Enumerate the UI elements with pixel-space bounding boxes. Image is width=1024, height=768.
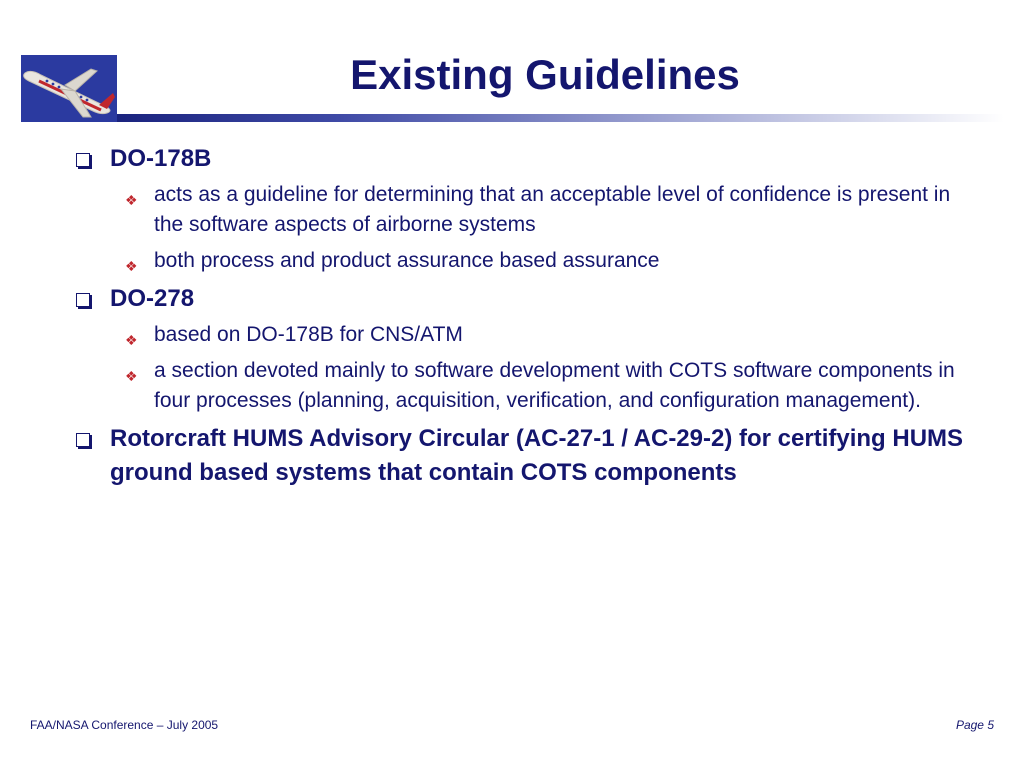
diamond-bullet-icon: ❖: [125, 192, 138, 208]
checkbox-bullet-icon: [76, 153, 90, 167]
sub-bullet-text: based on DO-178B for CNS/ATM: [154, 323, 463, 346]
sub-bullet-text: acts as a guideline for determining that an acceptable level of confidence is present in the software aspects of airborne systems: [154, 183, 951, 236]
bullet-list: [70, 142, 970, 494]
airplane-icon: [21, 55, 117, 122]
sub-bullet: [70, 356, 970, 416]
checkbox-bullet-icon: [76, 293, 90, 307]
bullet-do-278: [70, 282, 970, 316]
footer-conference: FAA/NASA Conference – July 2005: [30, 718, 219, 732]
diamond-bullet-icon: ❖: [125, 332, 138, 348]
checkbox-bullet-icon: [76, 433, 90, 447]
title-underline: [117, 114, 1004, 122]
sub-bullet: [70, 180, 970, 240]
logo: [21, 55, 117, 122]
bullet-text: DO-178B: [110, 145, 212, 172]
bullet-rotorcraft-hums: [70, 422, 970, 490]
sub-bullet-text: a section devoted mainly to software development with COTS software components in four processes (planning, acquisition, verification, and configuration management).: [154, 359, 955, 412]
diamond-bullet-icon: ❖: [125, 368, 138, 384]
slide-title: Existing Guidelines: [350, 51, 740, 98]
sub-bullet: [70, 246, 970, 276]
sub-bullet: [70, 320, 970, 350]
bullet-text: DO-278: [110, 285, 195, 312]
bullet-do-178b: [70, 142, 970, 176]
footer-page-number: Page 5: [955, 718, 994, 732]
bullet-text: Rotorcraft HUMS Advisory Circular (AC-27-1 / AC-29-2) for certifying HUMS ground based systems that contain COTS components: [110, 425, 964, 486]
diamond-bullet-icon: ❖: [125, 258, 138, 274]
sub-bullet-text: both process and product assurance based assurance: [154, 249, 660, 272]
